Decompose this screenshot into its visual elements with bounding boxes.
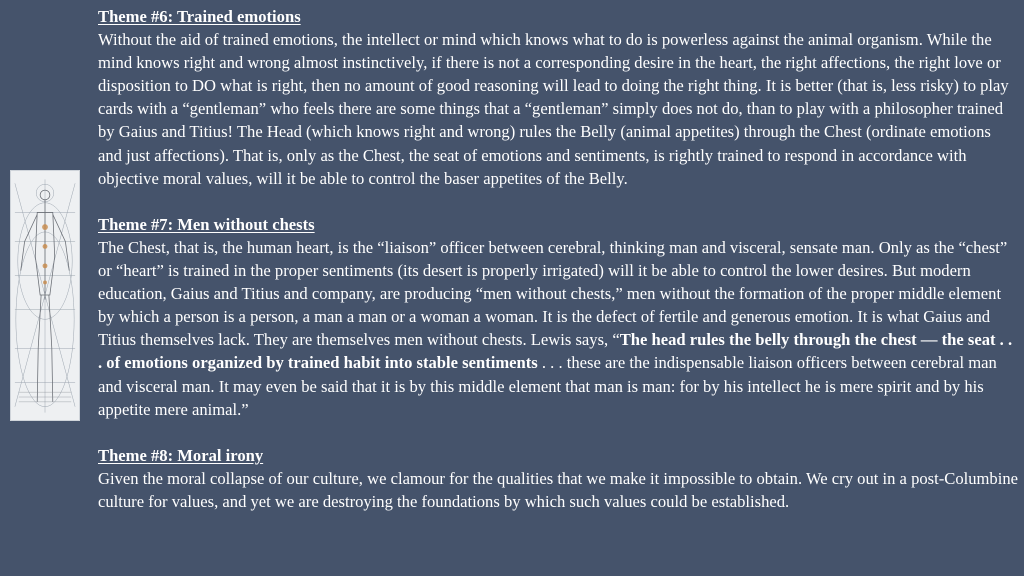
anatomical-figure-image [10, 170, 80, 421]
theme-6-body: Without the aid of trained emotions, the intellect or mind which knows what to do is powerless against the animal organism. While the mind knows right and wrong almost instinctively, if there is not a corresponding desire in the heart, the right affections, the right love or disposition to DO what is right, then no amount of good reasoning will lead to doing the right thing. It is better (that is, less risky) to play cards with a “gentleman” who feels there are some things that a “gentleman” simply does not do, than to play with a philosopher trained by Gaius and Titius! The Head (which knows right and wrong) rules the Belly (animal appetites) through the Chest (ordinate emotions and just affections). That is, only as the Chest, the seat of emotions and sentiments, is rightly trained to respond in accordance with objective moral values, will it be able to control the baser appetites of the Belly. [98, 30, 1009, 188]
theme-8-section [98, 444, 1018, 513]
theme-7-quote-bold: The head rules the belly through the chest — the seat . . . of emotions organized by trained habit into stable sentiments [98, 330, 1013, 373]
theme-7-body: The Chest, that is, the human heart, is the “liaison” officer between cerebral, thinking man and visceral, sensate man. Only as the “chest” or “heart” is trained in the proper sentiments (its desert is properly irrigated) will it be able to control the lower desires. But modern education, Gaius and Titius and company, are producing “men without chests,” men without the formation of the proper middle element by which a person is a person, a man a man or a woman a woman. It is the defect of fertile and generous emotion. It is what Gaius and Titius themselves lack. They are themselves men without chests. Lewis says, “ [98, 237, 1008, 350]
theme-6-heading: Theme #6: Trained emotions [98, 7, 301, 26]
theme-8-heading: Theme #8: Moral irony [98, 445, 264, 465]
theme-7-heading: Theme #7: Men without chests [98, 214, 315, 234]
text-content [98, 5, 1018, 513]
theme-8-body: Given the moral collapse of our culture, we clamour for the qualities that we make it impossible to obtain. We cry out in a post-Columbine culture for values, and yet we are destroying the foundations by which such values could be established. [98, 468, 1019, 511]
theme-7-body-continued: . . . these are the indispensable liaison officers between cerebral man and visceral man. It may even be said that it is by this middle element that man is man: for by his intellect he is mere spirit and by his appetite mere animal.” [98, 353, 997, 419]
theme-6-section [98, 5, 1018, 190]
theme-7-section [98, 213, 1018, 421]
